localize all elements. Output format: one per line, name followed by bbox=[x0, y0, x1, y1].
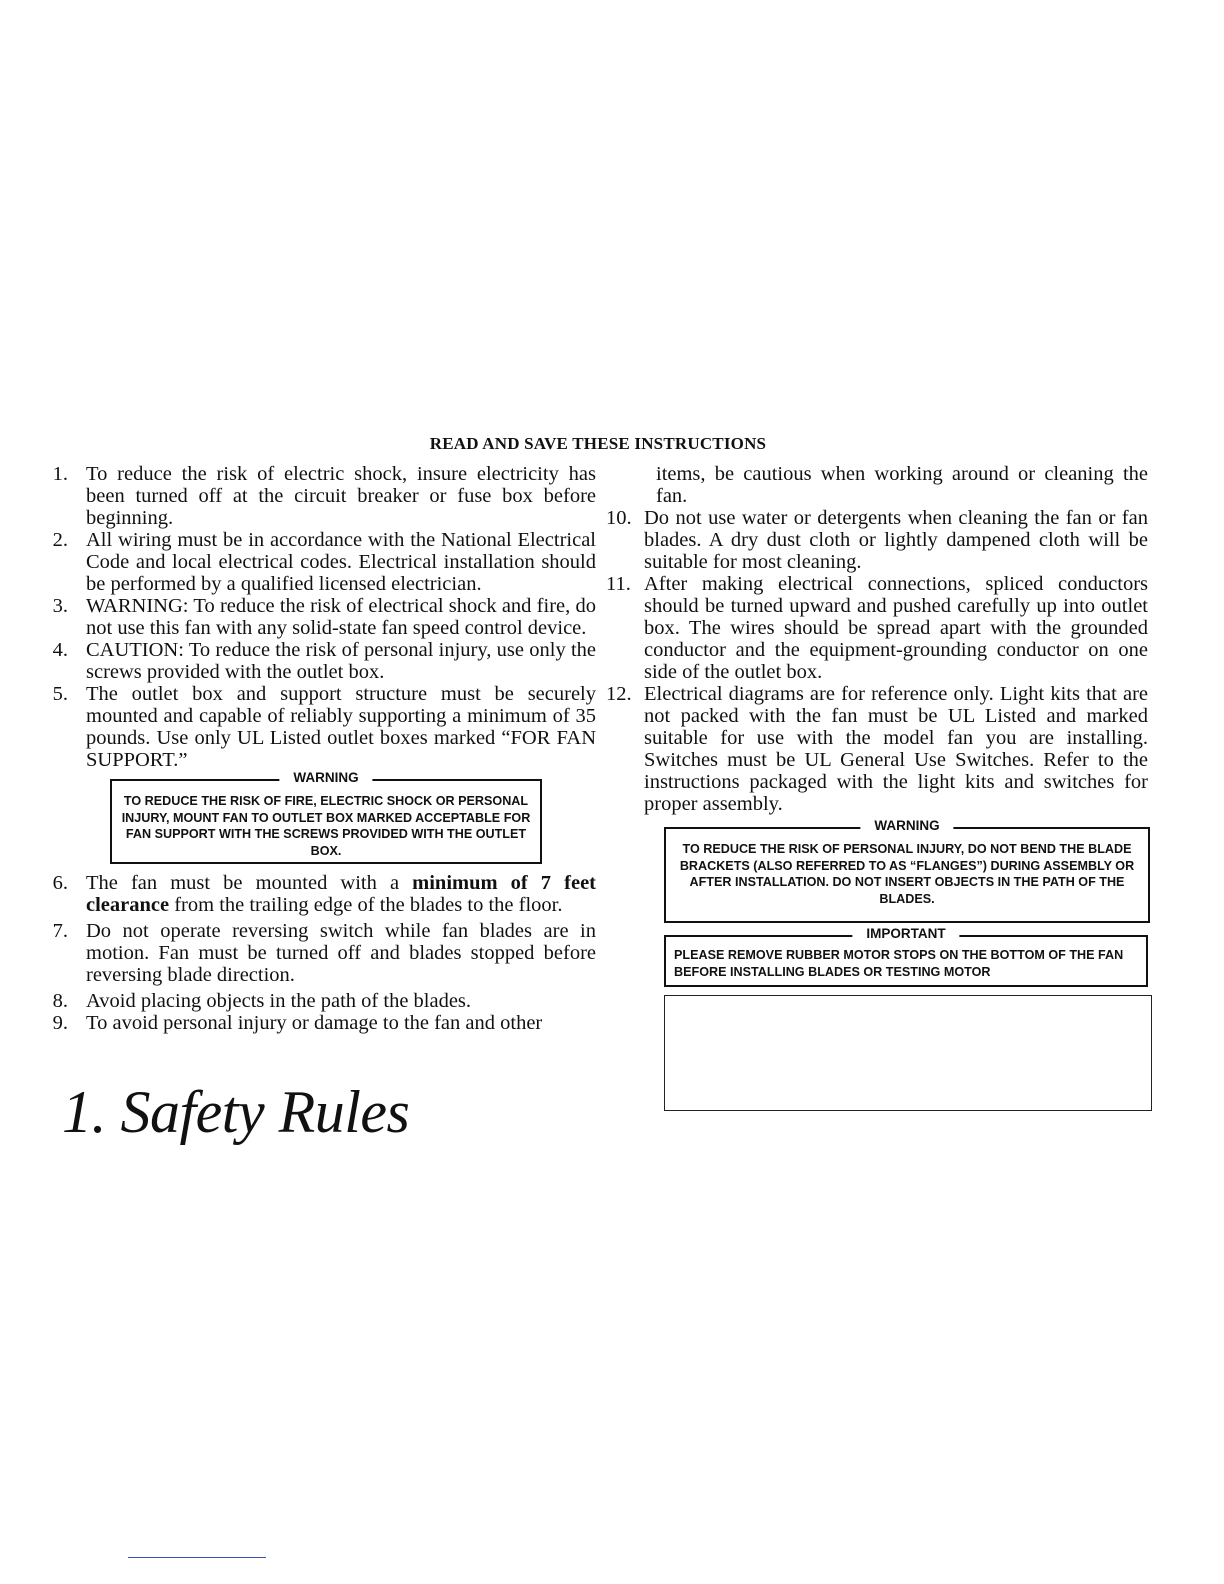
important-box-text: PLEASE REMOVE RUBBER MOTOR STOPS ON THE BOTTOM OF THE FAN BEFORE INSTALLING BLADES OR TESTING MOTOR bbox=[674, 948, 1124, 979]
list-item-9-continued: items, be cautious when working around or cleaning the fan. bbox=[656, 463, 1148, 507]
item-number: 5. bbox=[52, 683, 68, 705]
list-item-2 bbox=[40, 529, 596, 595]
item-number: 4. bbox=[52, 639, 68, 661]
list-item-6 bbox=[40, 872, 596, 916]
list-item-9 bbox=[40, 1012, 596, 1034]
warning-box-text: TO REDUCE THE RISK OF FIRE, ELECTRIC SHOCK OR PERSONAL INJURY, MOUNT FAN TO OUTLET BOX MARKED ACCEPTABLE FOR FAN SUPPORT WITH THE SCREWS PROVIDED WITH THE OUTLET BOX. bbox=[121, 794, 531, 858]
warning-box-text: TO REDUCE THE RISK OF PERSONAL INJURY, DO NOT BEND THE BLADE BRACKETS (ALSO REFERRED TO AS “FLANGES”) DURING ASSEMBLY OR AFTER INSTALLATION. DO NOT INSERT OBJECTS IN THE PATH OF THE BLADES. bbox=[679, 842, 1135, 906]
page-heading: READ AND SAVE THESE INSTRUCTIONS bbox=[429, 434, 767, 453]
section-title: 1. Safety Rules bbox=[62, 1079, 410, 1145]
item-number: 2. bbox=[52, 529, 68, 551]
item-number: 9. bbox=[52, 1012, 68, 1034]
item-number: 6. bbox=[52, 872, 68, 894]
left-column bbox=[40, 463, 596, 1034]
item-text: Electrical diagrams are for reference only. Light kits that are not packed with the fan must be UL Listed and marked suitable for use with the model fan you are installing. Switches must be UL General Use Switches. Refer to the instructions packaged with the light kits and switches for proper assembly. bbox=[644, 683, 1148, 815]
list-item-11 bbox=[606, 573, 1148, 683]
item-text: After making electrical connections, spliced conductors should be turned upward and pushed carefully up into outlet box. The wires should be spread apart with the grounded conductor and the equipment-grounding conductor on one side of the outlet box. bbox=[644, 573, 1148, 683]
item-number: 3. bbox=[52, 595, 68, 617]
list-item-4 bbox=[40, 639, 596, 683]
list-item-12 bbox=[606, 683, 1148, 815]
item-text: CAUTION: To reduce the risk of personal injury, use only the screws provided with the outlet box. bbox=[86, 639, 596, 683]
list-item-10 bbox=[606, 507, 1148, 573]
bottom-rule bbox=[128, 1557, 266, 1558]
warning-box-blades bbox=[664, 818, 1150, 923]
empty-box bbox=[664, 995, 1152, 1111]
item-text: The fan must be mounted with a bbox=[86, 872, 413, 894]
item-text: Do not use water or detergents when cleaning the fan or fan blades. A dry dust cloth or lightly dampened cloth will be suitable for most cleaning. bbox=[644, 507, 1148, 573]
list-item-8 bbox=[40, 990, 596, 1012]
warning-box-header: WARNING bbox=[860, 818, 953, 835]
item-number: 11. bbox=[606, 573, 631, 595]
item-text-bold: minimum of 7 feet clearance bbox=[86, 872, 596, 916]
item-number: 8. bbox=[52, 990, 68, 1012]
item-text: from the trailing edge of the blades to the floor. bbox=[169, 894, 563, 916]
item-number: 12. bbox=[606, 683, 632, 705]
item-text: All wiring must be in accordance with the National Electrical Code and local electrical codes. Electrical installation should be performed by a qualified licensed electrician. bbox=[86, 529, 596, 595]
item-text: To avoid personal injury or damage to the fan and other bbox=[86, 1012, 543, 1034]
right-column bbox=[606, 463, 1148, 1111]
item-text: The outlet box and support structure must be securely mounted and capable of reliably supporting a minimum of 35 pounds. Use only UL Listed outlet boxes marked “FOR FAN SUPPORT.” bbox=[86, 683, 596, 771]
important-box-header: IMPORTANT bbox=[852, 926, 959, 943]
item-number: 1. bbox=[52, 463, 68, 485]
warning-box-fire bbox=[110, 770, 542, 864]
list-item-5 bbox=[40, 683, 596, 771]
item-text: To reduce the risk of electric shock, insure electricity has been turned off at the circuit breaker or fuse box before beginning. bbox=[86, 463, 596, 529]
item-number: 10. bbox=[606, 507, 632, 529]
item-text: Do not operate reversing switch while fan blades are in motion. Fan must be turned off and blades stopped before reversing blade direction. bbox=[86, 920, 596, 986]
warning-box-header: WARNING bbox=[279, 770, 372, 787]
item-number: 7. bbox=[52, 920, 68, 942]
item-text: Avoid placing objects in the path of the blades. bbox=[86, 990, 472, 1012]
item-text: WARNING: To reduce the risk of electrical shock and fire, do not use this fan with any solid-state fan speed control device. bbox=[86, 595, 596, 639]
list-item-3 bbox=[40, 595, 596, 639]
important-box bbox=[664, 926, 1148, 987]
list-item-1 bbox=[40, 463, 596, 529]
list-item-7 bbox=[40, 920, 596, 986]
